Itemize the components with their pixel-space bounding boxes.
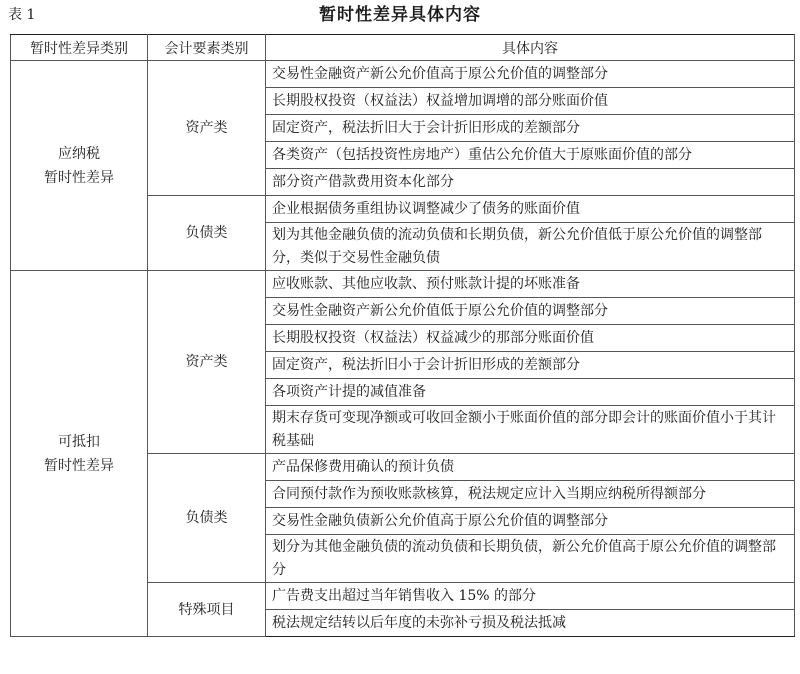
header-row xyxy=(11,35,795,61)
header-specific-content: 具体内容 xyxy=(266,35,795,61)
element-category-cell: 资产类 xyxy=(148,271,266,454)
category-line: 暂时性差异 xyxy=(44,169,114,186)
table-row xyxy=(11,61,795,88)
category-line: 应纳税 xyxy=(58,145,100,162)
element-category-cell: 负债类 xyxy=(148,454,266,583)
table-row xyxy=(11,271,795,298)
content-cell: 各类资产（包括投资性房地产）重估公允价值大于原账面价值的部分 xyxy=(266,142,795,169)
table-number: 表 1 xyxy=(8,7,36,23)
content-cell: 交易性金融资产新公允价值低于原公允价值的调整部分 xyxy=(266,298,795,325)
difference-category-cell xyxy=(11,61,148,271)
content-cell: 产品保修费用确认的预计负债 xyxy=(266,454,795,481)
content-cell: 企业根据债务重组协议调整减少了债务的账面价值 xyxy=(266,196,795,223)
content-cell: 交易性金融资产新公允价值高于原公允价值的调整部分 xyxy=(266,61,795,88)
content-cell: 固定资产，税法折旧大于会计折旧形成的差额部分 xyxy=(266,115,795,142)
content-cell: 部分资产借款费用资本化部分 xyxy=(266,169,795,196)
element-category-cell: 资产类 xyxy=(148,61,266,196)
temporary-difference-table xyxy=(10,34,795,637)
difference-category-cell xyxy=(11,271,148,637)
header-element-category: 会计要素类别 xyxy=(148,35,266,61)
content-cell: 期末存货可变现净额或可收回金额小于账面价值的部分即会计的账面价值小于其计税基础 xyxy=(266,406,795,454)
content-cell: 合同预付款作为预收账款核算，税法规定应计入当期应纳税所得额部分 xyxy=(266,481,795,508)
content-cell: 固定资产，税法折旧小于会计折旧形成的差额部分 xyxy=(266,352,795,379)
content-cell: 税法规定结转以后年度的未弥补亏损及税法抵减 xyxy=(266,610,795,637)
content-cell: 应收账款、其他应收款、预付账款计提的坏账准备 xyxy=(266,271,795,298)
content-cell: 划为其他金融负债的流动负债和长期负债，新公允价值低于原公允价值的调整部分，类似于交易性金融负债 xyxy=(266,223,795,271)
content-cell: 广告费支出超过当年销售收入 15% 的部分 xyxy=(266,583,795,610)
content-cell: 交易性金融负债新公允价值高于原公允价值的调整部分 xyxy=(266,508,795,535)
element-category-cell: 特殊项目 xyxy=(148,583,266,637)
content-cell: 各项资产计提的减值准备 xyxy=(266,379,795,406)
content-cell: 划分为其他金融负债的流动负债和长期负债，新公允价值高于原公允价值的调整部分 xyxy=(266,535,795,583)
content-cell: 长期股权投资（权益法）权益减少的那部分账面价值 xyxy=(266,325,795,352)
category-line: 暂时性差异 xyxy=(44,457,114,474)
content-cell: 长期股权投资（权益法）权益增加调增的部分账面价值 xyxy=(266,88,795,115)
element-category-cell: 负债类 xyxy=(148,196,266,271)
category-line: 可抵扣 xyxy=(58,433,100,450)
header-difference-category: 暂时性差异类别 xyxy=(11,35,148,61)
table-title: 暂时性差异具体内容 xyxy=(319,5,481,25)
